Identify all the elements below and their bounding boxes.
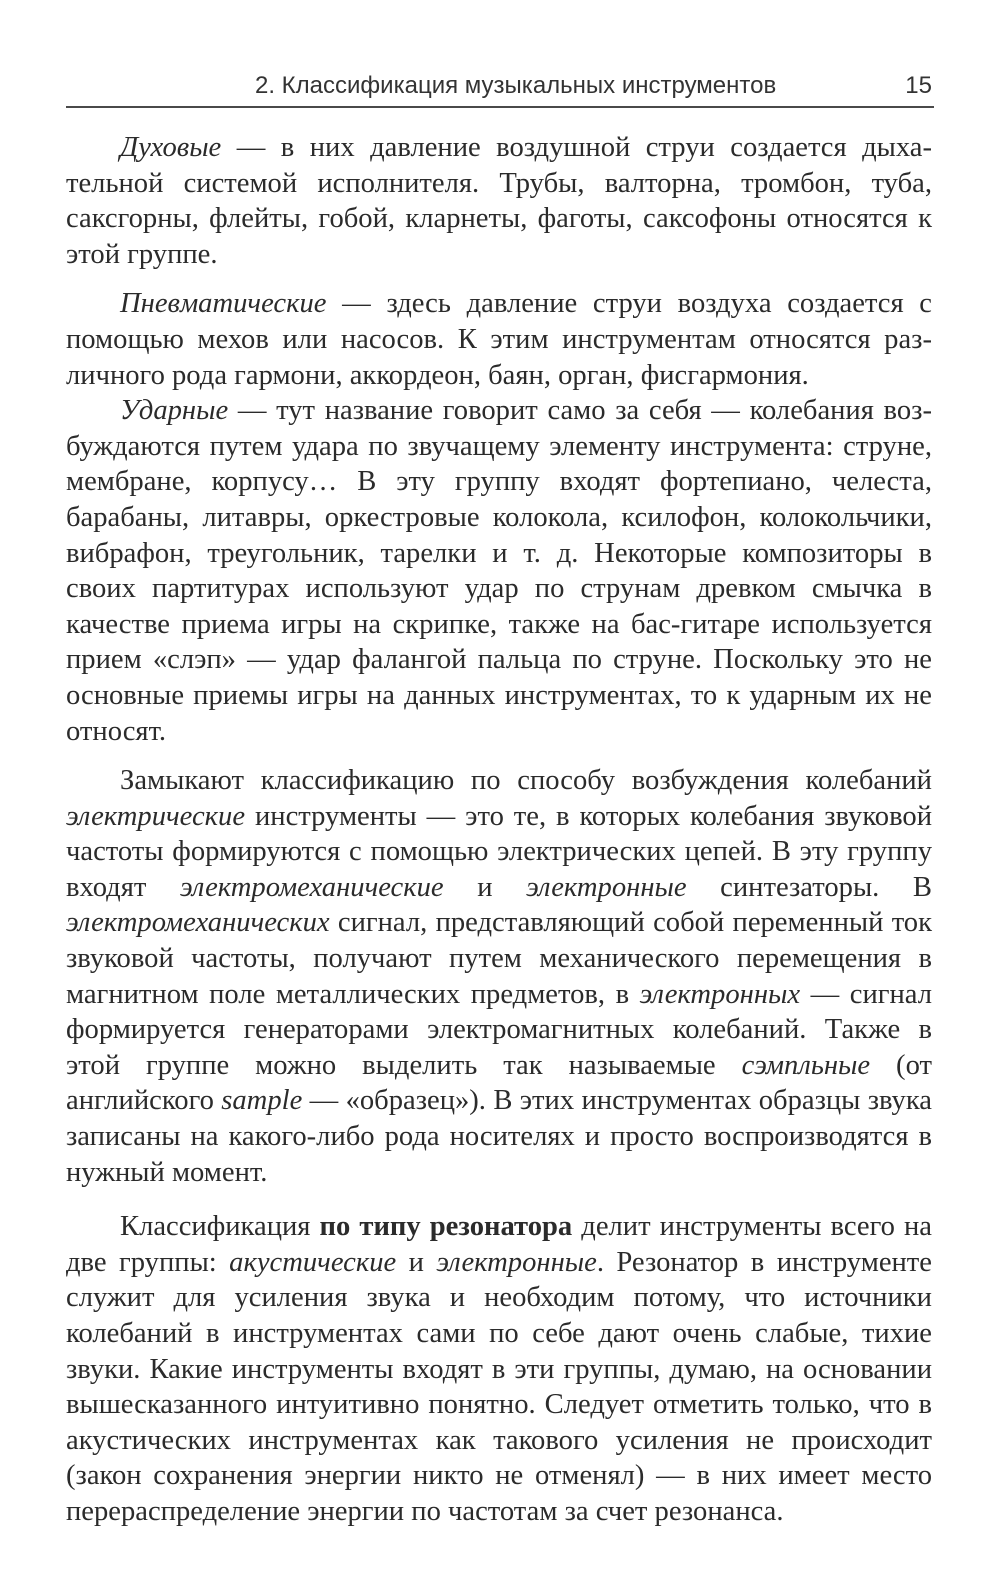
paragraph-percussion: [66, 393, 932, 749]
paragraph-text: — здесь давление струи воздуха создается с помощью мехов или насосов. К этим инструментам относятся различного рода гармони, аккордеон, баян, орган, фисгармония.: [66, 288, 932, 391]
term-electromechanical-plural: электромеханических: [66, 907, 330, 939]
text-run: инструменты — это те, в которых колебания звуковой частоты формируются с помощью электрических цепей. В эту группу входят: [66, 800, 932, 903]
paragraph-text: — в них давление воздушной струи создается дыхательной системой исполнителя. Трубы, валторна, тромбон, туба, саксгорны, флейты, гобой, кларнеты, фаготы, саксофоны относятся к этой группе.: [66, 132, 932, 270]
text-run: делит инструменты всего на две группы:: [66, 1211, 932, 1278]
term-wind: Духовые: [120, 132, 222, 163]
bold-resonator-type: по типу резонатора: [319, 1211, 573, 1243]
text-run: Классификация: [120, 1211, 320, 1243]
text-run: и: [443, 871, 527, 903]
text-run: Замыкают классификацию по способу возбуждения колебаний: [120, 765, 932, 797]
text-run: сигнал, представляющий собой переменный ток звуковой частоты, получают путем механического перемещения в магнитном поле металлических предметов, в: [66, 907, 932, 1010]
term-pneumatic: Пневматические: [120, 288, 327, 320]
paragraph-electric: [66, 763, 932, 1190]
text-run: — сигнал формируется генераторами электромагнитных колебаний. Также в этой группе можно выделить так называемые: [66, 978, 932, 1081]
term-electric: электрические: [66, 800, 246, 832]
text-run: синтезаторы. В: [686, 871, 933, 903]
term-sample-based: сэмпльные: [741, 1049, 871, 1081]
term-percussion: Ударные: [120, 395, 229, 427]
paragraph-wind: [66, 130, 932, 272]
text-run: — «образец»). В этих инструментах образцы звука записаны на какого-либо рода носителях и просто воспроизводятся в нужный момент.: [66, 1085, 932, 1188]
term-acoustic: акустические: [229, 1246, 397, 1278]
term-electronic-plural: электронных: [639, 978, 801, 1010]
term-electromechanical: электромеханические: [180, 871, 444, 903]
running-header: [66, 62, 934, 108]
term-electronic: электронные: [526, 871, 687, 903]
paragraph-resonator: [66, 1209, 932, 1529]
page-number: 15: [905, 72, 932, 99]
term-sample-english: sample: [221, 1085, 303, 1117]
chapter-title: 2. Классификация музыкальных инструментов: [255, 72, 777, 99]
paragraph-text: — тут название говорит само за себя — колебания возбуждаются путем удара по звучащему элементу инструмента: струне, мембране, корпусу… В эту группу входят фортепиано, челеста, барабаны, литавры, оркестровые колокола, ксилофон, колокольчики, вибрафон, треугольник, тарелки и т. д. Некоторые композиторы в своих партитурах используют удар по струнам древком смычка в качестве приема игры на скрипке, также на бас-гитаре используется прием «слэп» — удар фалангой пальца по струне. Поскольку это не основные приемы игры на данных инструментах, то к ударным их не относят.: [66, 395, 932, 747]
text-run: и: [396, 1246, 437, 1278]
paragraph-pneumatic: [66, 286, 932, 393]
body-text: [66, 130, 932, 1530]
text-run: (от английского: [66, 1049, 932, 1117]
text-run: . Резонатор в инструменте служит для усиления звука и необходим потому, что источники колебаний в инструментах сами по себе дают очень слабые, тихие звуки. Какие инструменты входят в эти группы, думаю, на основании вышесказанного интуитивно понятно. Следует отметить только, что в акустических инструментах как такового усиления не происходит (закон сохранения энергии никто не отменял) — в них имеет место перераспределение энергии по частотам за счет резонанса.: [66, 1246, 932, 1527]
term-electronic-group: электронные: [436, 1246, 597, 1278]
